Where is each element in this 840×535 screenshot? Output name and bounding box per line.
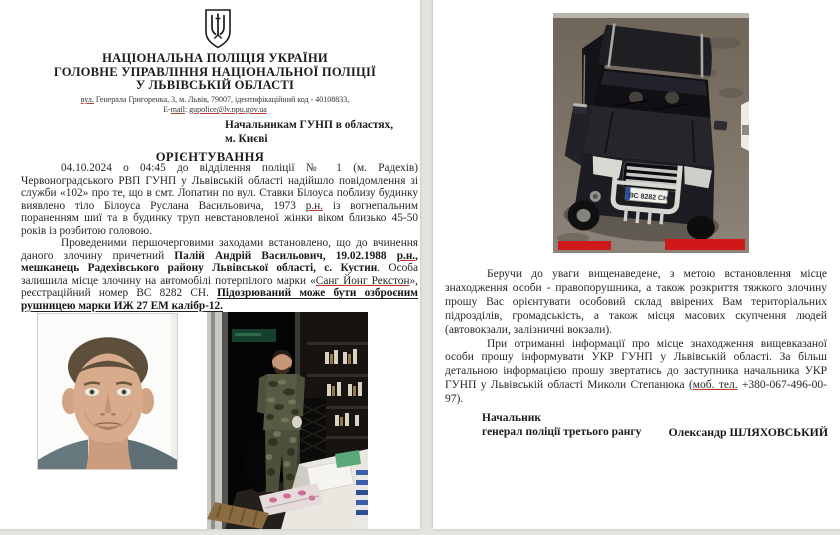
document-title: ОРІЄНТУВАННЯ xyxy=(155,150,265,164)
body-paragraph-3: Беручи до уваги вищенаведене, з метою встановлення місце знаходження особи - правопорушника, а також розкриття тяжкого злочину прошу Вас орієнтувати особовий склад ввірених Вам територіальних підрозділів, громадськість, а також місця масових скупчення людей (автовокзали, залізничні вокзали). xyxy=(445,268,827,336)
body-paragraph-2: Проведеними першочерговими заходами встановлено, що до вчинення даного злочину причетний Палій Андрій Васильович, 19.02.1988 р.н., мешканець Радехівського району Львівської області, с. Кустин. Особа залишила місце злочину на автомобілі потерпілого марки «Санг Йонг Рекстон», реєстраційний номер ВС 8282 СН. Підозрюваний може бути озброєним рушницею марки ИЖ 27 ЕМ калібр-12. xyxy=(21,237,418,312)
vehicle-photo xyxy=(553,13,749,253)
signature-block xyxy=(482,411,828,439)
org-contacts xyxy=(10,95,420,115)
redaction-bar-right xyxy=(665,239,745,250)
document-body xyxy=(21,162,418,312)
signature-name: Олександр ШЛЯХОВСЬКИЙ xyxy=(668,425,828,439)
document-body-2 xyxy=(445,268,827,407)
svg-text:ВС 8282 СН: ВС 8282 СН xyxy=(628,192,669,203)
address-line: вул. Генерала Григоренка, 3, м. Львів, 79007, ідентифікаційний код - 40108833, xyxy=(80,95,350,104)
email-line: E-mail: gupolice@lv.npu.gov.ua xyxy=(163,105,267,114)
suv-body xyxy=(558,20,736,247)
cctv-suspect-photo xyxy=(207,312,368,529)
suspect-portrait-photo xyxy=(37,313,178,470)
recipient-block xyxy=(225,119,405,146)
body-paragraph-1: 04.10.2024 о 04:45 до відділення поліції № 1 (м. Радехів) Червоноградського РВП ГУНП у Львівській області надійшло повідомлення зі служби «102» про те, що в смт. Лопатин по вул. Ставки Білоуса поблизу будинку виявлено тіло Білоуса Руслана Васильовича, 1973 р.н. із вогнепальним пораненням шиї та в будинку труп невстановленої жінки віком близько 45-50 років із розбитою головою. xyxy=(21,162,418,237)
document-page-2 xyxy=(433,0,840,529)
redaction-bar-left xyxy=(558,241,611,250)
signature-post-line-1: Начальник xyxy=(482,412,541,424)
recipient-line: Начальникам ГУНП в областях, xyxy=(225,119,394,131)
org-header xyxy=(10,52,420,93)
org-name-line-3: У ЛЬВІВСЬКІЙ ОБЛАСТІ xyxy=(135,78,295,93)
body-paragraph-4: При отриманні інформації про місце знаходження вищевказаної особи прошу інформувати УКР ГУНП у Львівській області. За більш детальною інформацією прошу звертатись до заступника начальника УКР ГУНП у Львівській області Миколи Степанюка (моб. тел. +380-067-496-00-97). xyxy=(445,337,827,406)
ukraine-trident-emblem-icon xyxy=(203,8,233,49)
org-name-line-2: ГОЛОВНЕ УПРАВЛІННЯ НАЦІОНАЛЬНОЇ ПОЛІЦІЇ xyxy=(53,64,377,79)
recipient-city: м. Києві xyxy=(225,132,268,145)
org-name-line-1: НАЦІОНАЛЬНА ПОЛІЦІЯ УКРАЇНИ xyxy=(102,51,328,65)
document-page-1 xyxy=(0,0,420,529)
signature-post-line-2: генерал поліції третього рангу xyxy=(482,426,642,438)
